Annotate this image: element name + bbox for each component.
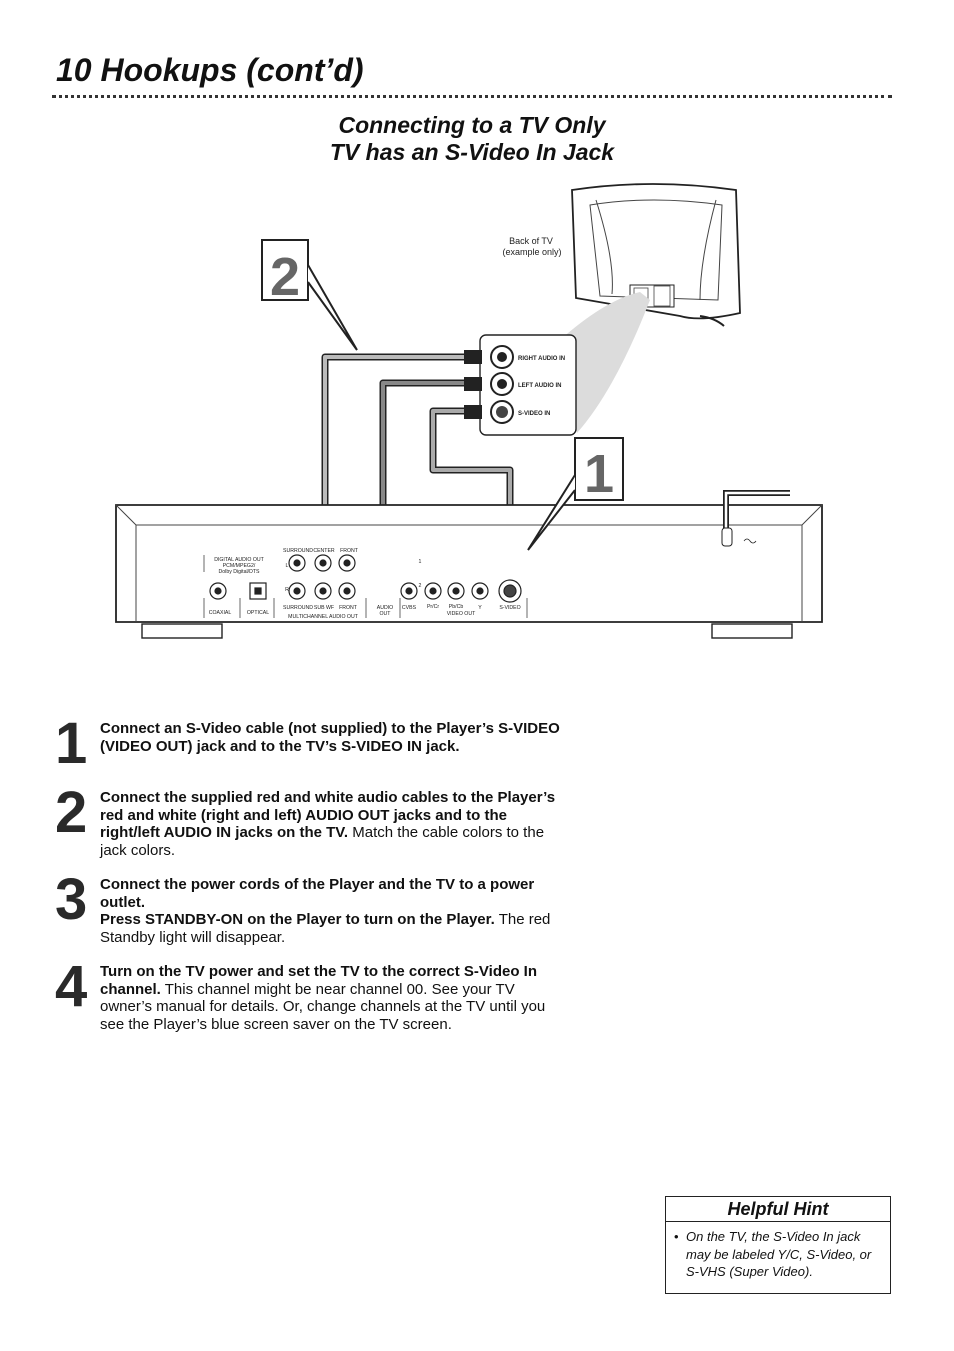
step-plain-text: Match the cable colors to the jack colors. bbox=[100, 824, 545, 859]
label-pb-cb: Pb/Cb bbox=[448, 604, 464, 610]
label-y: Y bbox=[478, 605, 482, 611]
step-text bbox=[100, 963, 565, 1033]
hint-body bbox=[666, 1222, 890, 1281]
step-text bbox=[100, 789, 565, 859]
step-number: 2 bbox=[55, 780, 88, 845]
label-digital-audio-out: DIGITAL AUDIO OUT bbox=[214, 557, 264, 563]
label-front-top: FRONT bbox=[340, 548, 358, 554]
step-2 bbox=[55, 780, 565, 859]
label-audio: AUDIO bbox=[376, 605, 394, 611]
label-jack-2: 2 bbox=[418, 583, 422, 589]
tv-left-audio-in-label: LEFT AUDIO IN bbox=[518, 383, 562, 389]
step-text bbox=[100, 876, 565, 946]
label-l: L bbox=[285, 563, 289, 569]
label-jack-1: 1 bbox=[418, 559, 422, 565]
label-coaxial: COAXIAL bbox=[208, 610, 232, 616]
step-number: 4 bbox=[55, 954, 88, 1019]
label-surround-top: SURROUND bbox=[283, 548, 313, 554]
step-4 bbox=[55, 954, 565, 1033]
callout-2-number: 2 bbox=[269, 247, 301, 307]
label-multichannel: MULTICHANNEL AUDIO OUT bbox=[288, 614, 358, 620]
label-out: OUT bbox=[379, 611, 391, 617]
hint-text: On the TV, the S-Video In jack may be labeled Y/C, S-Video, or S-VHS (Super Video). bbox=[686, 1229, 872, 1279]
step-bold-text-2: Press STANDBY-ON on the Player to turn on the Player. bbox=[100, 911, 495, 928]
label-cvbs: CVBS bbox=[401, 605, 417, 611]
dotted-divider bbox=[52, 95, 892, 98]
step-1 bbox=[55, 711, 565, 776]
section-title bbox=[272, 112, 672, 166]
label-center: CENTER bbox=[313, 548, 335, 554]
label-r: R bbox=[285, 587, 289, 593]
label-sub-wf: SUB WF bbox=[313, 605, 335, 611]
section-title-line-2: TV has an S-Video In Jack bbox=[329, 139, 615, 165]
step-number: 1 bbox=[55, 711, 88, 776]
label-dolby: Dolby Digital/DTS bbox=[218, 569, 260, 575]
helpful-hint-box bbox=[665, 1196, 891, 1294]
tv-svideo-in-label: S-VIDEO IN bbox=[518, 411, 551, 417]
step-text bbox=[100, 720, 565, 755]
label-pcm: PCM/MPEG2/ bbox=[222, 563, 256, 569]
label-s-video: S-VIDEO bbox=[499, 605, 521, 611]
step-plain-text: The red Standby light will disappear. bbox=[100, 911, 551, 946]
step-bold-text: Connect the supplied red and white audio cables to the Player’s red and white (right and left) AUDIO OUT jacks and to the right/left AUDIO IN jacks on the TV. bbox=[100, 789, 556, 841]
player-back-panel bbox=[116, 493, 822, 638]
step-3 bbox=[55, 867, 565, 946]
callout-2 bbox=[262, 240, 357, 350]
hint-bullet: • bbox=[674, 1229, 679, 1244]
steps-list bbox=[55, 711, 565, 1050]
hookup-diagram bbox=[110, 180, 830, 650]
tv-caption-line-2: (example only) bbox=[502, 247, 562, 257]
hint-title: Helpful Hint bbox=[666, 1197, 890, 1222]
step-bold-text: Connect the power cords of the Player and the TV to a power outlet. bbox=[100, 876, 535, 911]
step-plain-text: This channel might be near channel 00. See your TV owner’s manual for details. Or, change channels at the TV until you see the Player’s blue screen saver on the TV screen. bbox=[100, 980, 546, 1033]
tv-caption-line-1: Back of TV bbox=[509, 236, 553, 246]
label-pr-cr: Pr/Cr bbox=[426, 604, 440, 610]
label-front: FRONT bbox=[339, 605, 357, 611]
step-bold-text: Connect an S-Video cable (not supplied) to the Player’s S-VIDEO (VIDEO OUT) jack and to the TV’s S-VIDEO IN jack. bbox=[100, 720, 560, 755]
label-optical: OPTICAL bbox=[246, 610, 270, 616]
step-bold-text: Turn on the TV power and set the TV to the correct S-Video In channel. bbox=[100, 963, 537, 998]
callout-1-number: 1 bbox=[583, 444, 615, 504]
label-surround: SURROUND bbox=[283, 605, 313, 611]
tv-jack-panel bbox=[480, 335, 576, 435]
step-number: 3 bbox=[55, 867, 88, 932]
label-video-out: VIDEO OUT bbox=[446, 611, 476, 617]
section-title-line-1: Connecting to a TV Only bbox=[338, 112, 606, 138]
tv-right-audio-in-label: RIGHT AUDIO IN bbox=[518, 356, 566, 362]
page-header: 10 Hookups (cont’d) bbox=[56, 52, 364, 88]
